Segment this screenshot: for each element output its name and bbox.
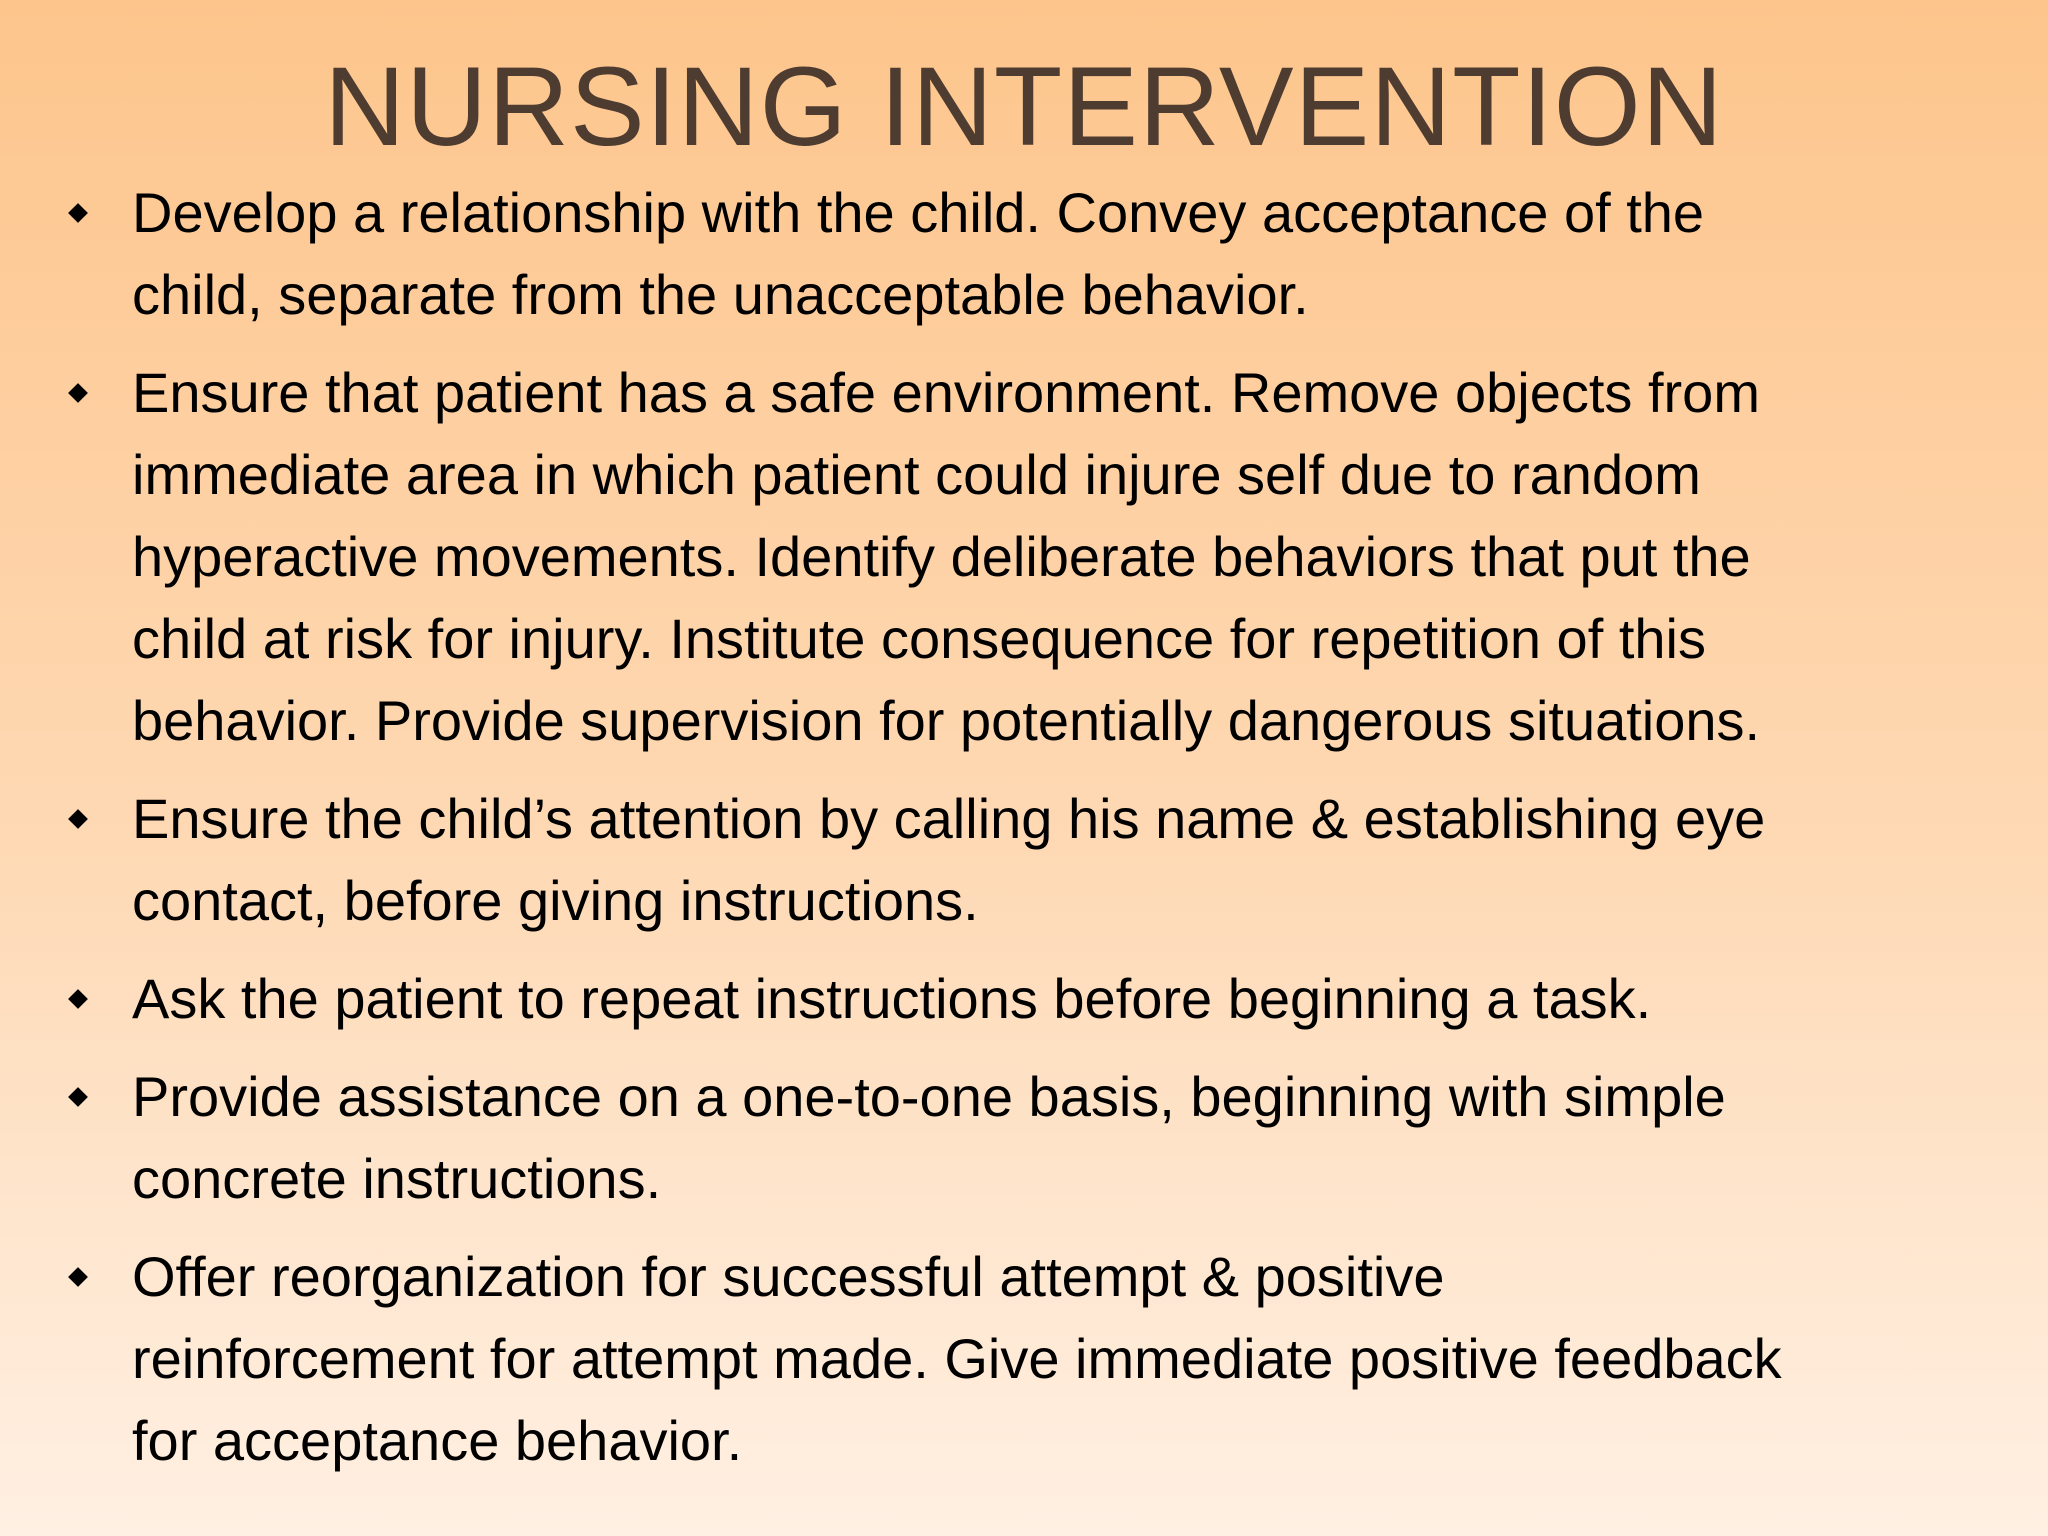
bullet-item-3: [0, 778, 2048, 942]
bullet-line: immediate area in which patient could injure self due to random: [132, 443, 1701, 506]
bullet-line: concrete instructions.: [132, 1147, 662, 1210]
bullet-item-4: [0, 958, 2048, 1040]
bullet-line: Ask the patient to repeat instructions before beginning a task.: [132, 967, 1652, 1030]
slide-title: NURSING INTERVENTION: [324, 44, 1724, 169]
diamond-bullet-icon: [68, 1087, 88, 1107]
diamond-bullet-icon: [68, 809, 88, 829]
bullet-line: for acceptance behavior.: [132, 1409, 743, 1472]
diamond-bullet-icon: [68, 383, 88, 403]
bullet-item-5: [0, 1056, 2048, 1220]
bullet-line: Develop a relationship with the child. Convey acceptance of the: [132, 181, 1705, 244]
bullet-line: Ensure the child’s attention by calling his name & establishing eye: [132, 787, 1766, 850]
bullet-line: Offer reorganization for successful attempt & positive: [132, 1245, 1445, 1308]
diamond-bullet-icon: [68, 203, 88, 223]
bullet-line: reinforcement for attempt made. Give immediate positive feedback: [132, 1327, 1782, 1390]
bullet-line: child at risk for injury. Institute consequence for repetition of this: [132, 607, 1706, 670]
bullet-item-1: [0, 172, 2048, 336]
bullet-item-2: [0, 352, 2048, 762]
bullet-line: behavior. Provide supervision for potentially dangerous situations.: [132, 689, 1761, 752]
bullet-list: [0, 172, 2048, 1498]
bullet-line: hyperactive movements. Identify deliberate behaviors that put the: [132, 525, 1751, 588]
bullet-item-6: [0, 1236, 2048, 1482]
bullet-line: Ensure that patient has a safe environment. Remove objects from: [132, 361, 1760, 424]
bullet-line: child, separate from the unacceptable behavior.: [132, 263, 1309, 326]
diamond-bullet-icon: [68, 989, 88, 1009]
diamond-bullet-icon: [68, 1267, 88, 1287]
bullet-line: contact, before giving instructions.: [132, 869, 979, 932]
bullet-line: Provide assistance on a one-to-one basis, beginning with simple: [132, 1065, 1726, 1128]
